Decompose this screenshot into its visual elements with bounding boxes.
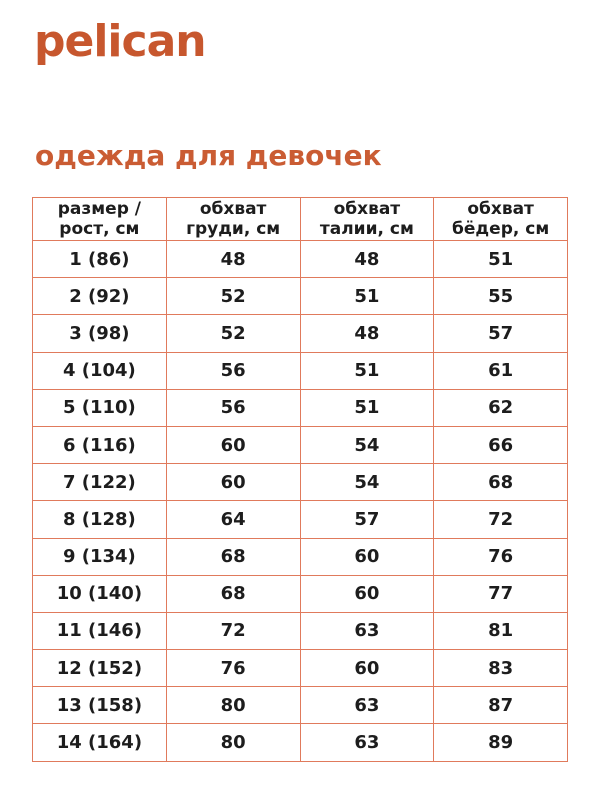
- size-cell: 11 (146): [33, 612, 167, 649]
- measurement-cell: 57: [300, 501, 434, 538]
- table-row: [33, 464, 568, 501]
- size-cell: 7 (122): [33, 464, 167, 501]
- measurement-cell: 63: [300, 724, 434, 761]
- column-header: [434, 198, 568, 241]
- measurement-cell: 51: [300, 278, 434, 315]
- table-row: [33, 389, 568, 426]
- size-cell: 13 (158): [33, 687, 167, 724]
- size-chart-table: [32, 197, 568, 762]
- measurement-cell: 51: [434, 241, 568, 278]
- measurement-cell: 56: [166, 389, 300, 426]
- size-cell: 12 (152): [33, 650, 167, 687]
- measurement-cell: 87: [434, 687, 568, 724]
- column-header-line: талии, см: [319, 219, 414, 239]
- size-cell: 6 (116): [33, 426, 167, 463]
- measurement-cell: 62: [434, 389, 568, 426]
- measurement-cell: 54: [300, 464, 434, 501]
- column-header: [33, 198, 167, 241]
- column-header-line: размер /: [57, 198, 141, 219]
- measurement-cell: 52: [166, 278, 300, 315]
- measurement-cell: 63: [300, 612, 434, 649]
- measurement-cell: 72: [434, 501, 568, 538]
- size-cell: 5 (110): [33, 389, 167, 426]
- table-row: [33, 426, 568, 463]
- measurement-cell: 52: [166, 315, 300, 352]
- measurement-cell: 81: [434, 612, 568, 649]
- brand-logo: pelican: [34, 16, 206, 67]
- column-header-line: обхват: [199, 198, 267, 219]
- measurement-cell: 54: [300, 426, 434, 463]
- measurement-cell: 51: [300, 389, 434, 426]
- page-title: одежда для девочек: [35, 139, 382, 172]
- measurement-cell: 80: [166, 687, 300, 724]
- measurement-cell: 72: [166, 612, 300, 649]
- table-row: [33, 612, 568, 649]
- measurement-cell: 55: [434, 278, 568, 315]
- table-row: [33, 650, 568, 687]
- measurement-cell: 68: [166, 538, 300, 575]
- measurement-cell: 68: [434, 464, 568, 501]
- size-cell: 9 (134): [33, 538, 167, 575]
- column-header-line: груди, см: [186, 219, 281, 239]
- measurement-cell: 60: [166, 426, 300, 463]
- measurement-cell: 68: [166, 575, 300, 612]
- measurement-cell: 89: [434, 724, 568, 761]
- size-cell: 1 (86): [33, 241, 167, 278]
- column-header-line: бёдер, см: [452, 219, 550, 239]
- column-header: [300, 198, 434, 241]
- size-cell: 8 (128): [33, 501, 167, 538]
- table-body: [33, 241, 568, 762]
- measurement-cell: 66: [434, 426, 568, 463]
- table-row: [33, 501, 568, 538]
- measurement-cell: 76: [434, 538, 568, 575]
- table-row: [33, 724, 568, 761]
- table-row: [33, 241, 568, 278]
- measurement-cell: 56: [166, 352, 300, 389]
- table-header: [33, 198, 568, 241]
- header-row: [33, 198, 568, 241]
- table-row: [33, 538, 568, 575]
- measurement-cell: 83: [434, 650, 568, 687]
- measurement-cell: 61: [434, 352, 568, 389]
- measurement-cell: 48: [166, 241, 300, 278]
- table-row: [33, 315, 568, 352]
- size-cell: 4 (104): [33, 352, 167, 389]
- table-row: [33, 687, 568, 724]
- measurement-cell: 60: [166, 464, 300, 501]
- measurement-cell: 77: [434, 575, 568, 612]
- measurement-cell: 51: [300, 352, 434, 389]
- measurement-cell: 60: [300, 650, 434, 687]
- table-row: [33, 575, 568, 612]
- measurement-cell: 48: [300, 241, 434, 278]
- column-header-line: обхват: [333, 198, 401, 219]
- size-cell: 3 (98): [33, 315, 167, 352]
- measurement-cell: 60: [300, 575, 434, 612]
- size-cell: 14 (164): [33, 724, 167, 761]
- measurement-cell: 63: [300, 687, 434, 724]
- measurement-cell: 80: [166, 724, 300, 761]
- size-cell: 2 (92): [33, 278, 167, 315]
- size-cell: 10 (140): [33, 575, 167, 612]
- measurement-cell: 64: [166, 501, 300, 538]
- measurement-cell: 48: [300, 315, 434, 352]
- table-row: [33, 352, 568, 389]
- column-header: [166, 198, 300, 241]
- measurement-cell: 57: [434, 315, 568, 352]
- column-header-line: рост, см: [59, 219, 140, 239]
- measurement-cell: 60: [300, 538, 434, 575]
- column-header-line: обхват: [467, 198, 534, 219]
- table-row: [33, 278, 568, 315]
- measurement-cell: 76: [166, 650, 300, 687]
